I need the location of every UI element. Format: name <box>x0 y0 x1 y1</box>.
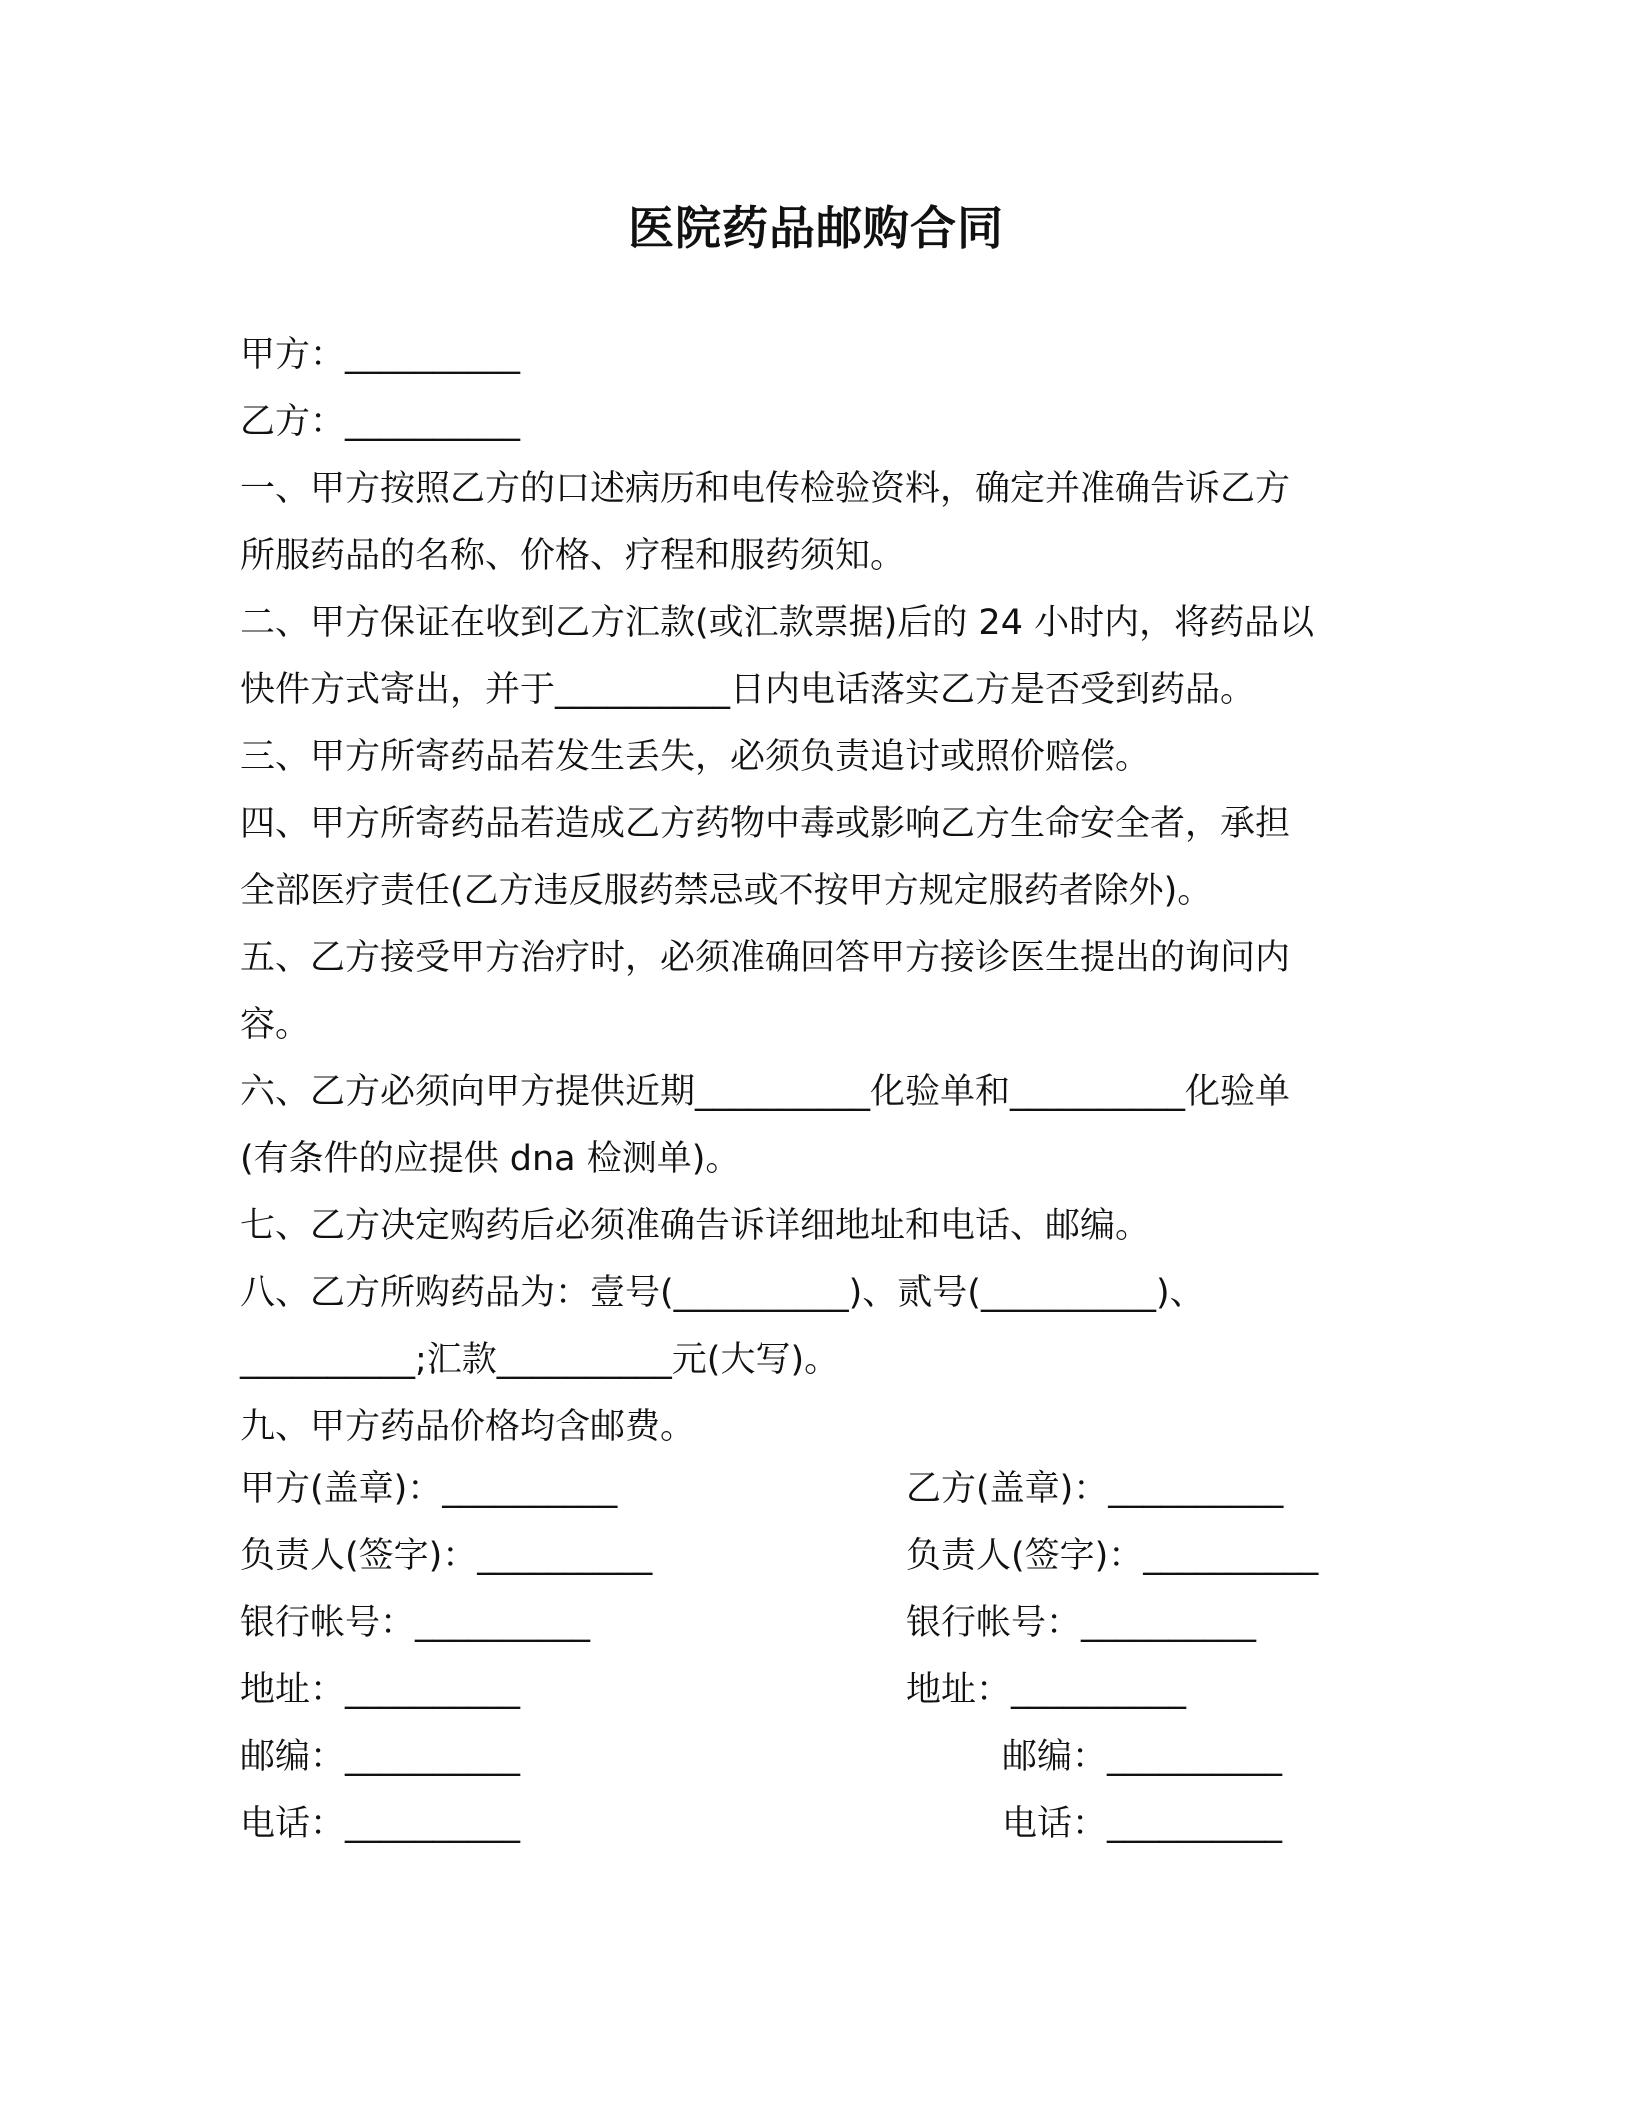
clause-4-line-2: 全部医疗责任(乙方违反服药禁忌或不按甲方规定服药者除外)。 <box>240 871 1213 911</box>
clause-1-line-2: 所服药品的名称、价格、疗程和服药须知。 <box>240 536 906 576</box>
party-b-address: 地址：__________ <box>906 1670 1187 1710</box>
clause-6-line-2: (有条件的应提供 dna 检测单)。 <box>240 1139 741 1179</box>
clause-7-line: 七、乙方决定购药后必须准确告诉详细地址和电话、邮编。 <box>240 1206 1151 1246</box>
party-b-bank-account: 银行帐号：__________ <box>906 1603 1257 1643</box>
clause-8-line-2: __________;汇款__________元(大写)。 <box>240 1340 840 1380</box>
party-a-address: 地址：__________ <box>240 1670 521 1710</box>
party-a-bank-account: 银行帐号：__________ <box>240 1603 591 1643</box>
party-a-phone: 电话：__________ <box>240 1804 521 1844</box>
party-b-representative: 负责人(签字)：__________ <box>906 1536 1319 1576</box>
contract-body <box>240 322 1400 1461</box>
party-a-postcode: 邮编：__________ <box>240 1737 521 1777</box>
document-title: 医院药品邮购合同 <box>628 201 1004 255</box>
party-b-postcode: 邮编：__________ <box>1002 1737 1283 1777</box>
party-a-seal: 甲方(盖章)：__________ <box>240 1469 618 1509</box>
clause-2-line-2: 快件方式寄出，并于__________日内电话落实乙方是否受到药品。 <box>240 670 1256 710</box>
clause-2-line-1: 二、甲方保证在收到乙方汇款(或汇款票据)后的 24 小时内，将药品以 <box>240 603 1315 643</box>
clause-6-line-1: 六、乙方必须向甲方提供近期__________化验单和__________化验单 <box>240 1072 1291 1112</box>
party-b-line: 乙方：__________ <box>240 402 521 442</box>
clause-8-line-1: 八、乙方所购药品为：壹号(__________)、贰号(__________)、 <box>240 1273 1205 1313</box>
party-a-line: 甲方：__________ <box>240 335 521 375</box>
party-a-representative: 负责人(签字)：__________ <box>240 1536 653 1576</box>
party-b-phone: 电话：__________ <box>1002 1804 1283 1844</box>
clause-5-line-1: 五、乙方接受甲方治疗时，必须准确回答甲方接诊医生提出的询问内 <box>240 938 1291 978</box>
clause-1-line-1: 一、甲方按照乙方的口述病历和电传检验资料，确定并准确告诉乙方 <box>240 469 1291 509</box>
party-a-signature-block <box>240 1456 840 1858</box>
party-b-seal: 乙方(盖章)：__________ <box>906 1469 1284 1509</box>
clause-9-line: 九、甲方药品价格均含邮费。 <box>240 1407 696 1447</box>
clause-4-line-1: 四、甲方所寄药品若造成乙方药物中毒或影响乙方生命安全者，承担 <box>240 804 1291 844</box>
clause-3-line: 三、甲方所寄药品若发生丢失，必须负责追讨或照价赔偿。 <box>240 737 1151 777</box>
party-b-signature-block <box>906 1456 1506 1858</box>
clause-5-line-2: 容。 <box>240 1005 311 1045</box>
